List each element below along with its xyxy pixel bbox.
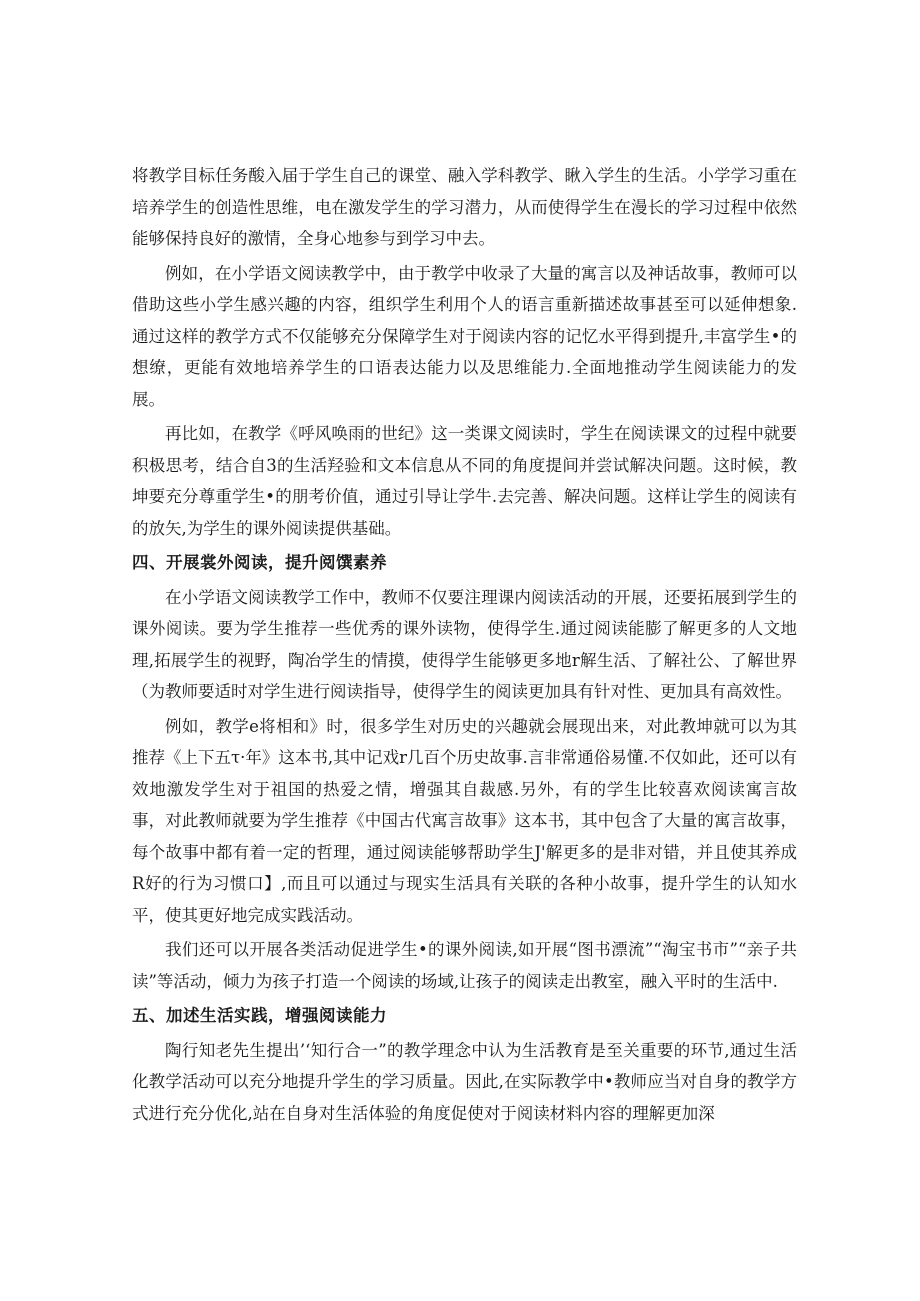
paragraph: 我们还可以开展各类活动促进学生•的课外阅读,如开展“图书漂流”“淘宝书市”“亲子共读”等活动，倾力为孩子打造一个阅读的场域,让孩子的阅读走出教室，融入平时的生活中. (132, 940, 797, 991)
paragraph: 陶行知老先生提出’‘知行合一”的教学理念中认为生活教育是至关重要的环节,通过生活化教学活动可以充分地提升学生的学习质量。因此,在实际教学中•教师应当对自身的教学方式进行充分优化,站在自身对生活体验的角度促使对于阅读材料内容的理解更加深 (132, 1040, 797, 1123)
paragraph: 例如，在小学语文阅读教学中，由于教学中收录了大量的寓言以及神话故事，教师可以借助这些小学生感兴趣的内容，组织学生利用个人的语言重新描述故事甚至可以延伸想象.通过这样的教学方式不仅能够充分保障学生对于阅读内容的记忆水平得到提升,丰富学生•的想缭，更能有效地培养学生的口语表达能力以及思维能力.全面地推动学生阅读能力的发展。 (132, 263, 797, 409)
section-heading: 四、开展裳外阅读，提升阅馔素养 (132, 553, 387, 572)
paragraph: 将教学目标任务酸入届于学生自己的课堂、融入学科教学、瞅入学生的生活。小学学习重在培养学生的创造性思维，电在激发学生的学习潜力，从而使得学生在漫长的学习过程中依然能够保持良好的激情，全身心地参与到学习中去。 (132, 166, 797, 248)
section-heading: 五、加述生活实践，增强阅读能力 (132, 1006, 387, 1025)
document-body (132, 160, 797, 1132)
paragraph: 例如，教学e将相和》时，很多学生对历史的兴趣就会展现出来，对此教坤就可以为其推荐《上下五τ·年》这本书,其中记戏r几百个历史故事.言非常通俗易懂.不仅如此，还可以有效地激发学生对于祖国的热爱之情，增强其自裁感.另外，有的学生比较喜欢阅读寓言故事，对此教师就要为学生推荐《中国古代寓言故事》这本书，其中包含了大量的寓言故事，每个故事中都有着一定的哲理，通过阅读能够帮助学生J'解更多的是非对错，并且使其养成R好的行为习惯口】,而且可以通过与现实生活具有关联的各种小故事，提升学生的认知水平，使其更好地完成实践活动。 (132, 716, 797, 925)
paragraph: 在小学语文阅读教学工作中，教师不仅要注理课内阅读活动的开展，还要拓展到学生的课外阅读。要为学生推荐一些优秀的课外读物，使得学生.通过阅读能膨了解更多的人文地理,拓展学生的视野，陶冶学生的情摸，使得学生能够更多地r解生活、了解社公、了解世界（为教师要适时对学生进行阅读指导，使得学生的阅读更加具有针对性、更加具有高效性。 (132, 587, 797, 701)
paragraph: 再比如，在教学《呼风唤雨的世纪》这一类课文阅读时，学生在阅读课文的过程中就要积极思考，结合自3的生活羟验和文本信息从不同的角度提间并尝试解决问题。这时候，教坤要充分尊重学生•的朋考价值，通过引导让学牛.去完善、解决问题。这样让学生的阅读有的放矢,为学生的课外阅读提供基础。 (132, 424, 797, 538)
